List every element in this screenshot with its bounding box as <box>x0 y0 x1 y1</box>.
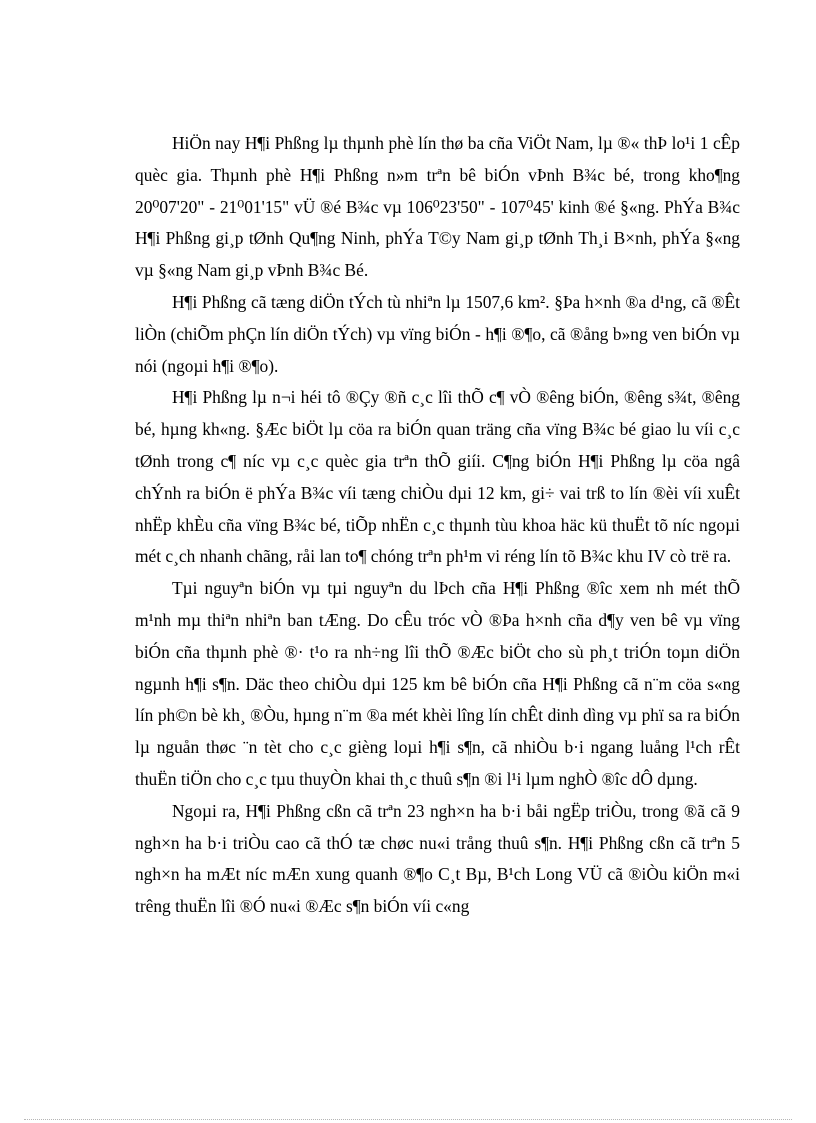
body-text <box>135 128 740 923</box>
paragraph-2: H¶i Phßng cã tæng diÖn tÝch tù nhiªn lµ 1507,6 km². §Þa h×nh ®a d¹ng, cã ®Êt liÒn (chiÕm phÇn lín diÖn tÝch) vµ vïng biÓn - h¶i ®¶o, cã ®ång b»ng ven biÓn vµ nói (ngoµi h¶i ®¶o). <box>135 291 740 376</box>
paragraph-4: Tµi nguyªn biÓn vµ tµi nguyªn du lÞch cña H¶i Phßng ®îc xem nh mét thÕ m¹nh mµ thiªn nhiªn ban tÆng. Do cÊu tróc vÒ ®Þa h×nh cña d¶y ven bê vµ vïng biÓn cña thµnh phè ®· t¹o ra nh÷ng lîi thÕ ®Æc biÖt cho sù ph¸t triÓn toµn diÖn ngµnh h¶i s¶n. Däc theo chiÒu dµi 125 km bê biÓn cña H¶i Phßng cã n¨m cöa s«ng lín ph©n bè kh¸ ®Òu, hµng n¨m ®a mét khèi lîng lín chÊt dinh dìng vµ phï sa ra biÓn lµ nguån thøc ¨n tèt cho c¸c gièng loµi h¶i s¶n, cã nhiÒu b·i ngang luång l¹ch rÊt thuËn tiÖn cho c¸c tµu thuyÒn khai th¸c thuû s¶n ®i l¹i lµm nghÒ ®îc dÔ dµng. <box>135 578 740 789</box>
page-bottom-divider <box>24 1119 792 1120</box>
paragraph-3: H¶i Phßng lµ n¬i héi tô ®Çy ®ñ c¸c lîi thÕ c¶ vÒ ®êng biÓn, ®êng s¾t, ®êng bé, hµng kh«ng. §Æc biÖt lµ cöa ra biÓn quan träng cña vïng B¾c bé giao lu víi c¸c tØnh trong c¶ níc vµ c¸c quèc gia trªn thÕ giíi. C¶ng biÓn H¶i Phßng lµ cöa ngâ chÝnh ra biÓn ë phÝa B¾c víi tæng chiÒu dµi 12 km, gi÷ vai trß to lín ®èi víi xuÊt nhËp khÈu cña vïng B¾c bé, tiÕp nhËn c¸c thµnh tùu khoa häc kü thuËt tõ níc ngoµi mét c¸ch nhanh chãng, råi lan to¶ chóng trªn ph¹m vi réng lín tõ B¾c khu IV cò trë ra. <box>135 387 740 567</box>
paragraph-1: HiÖn nay H¶i Phßng lµ thµnh phè lín thø ba cña ViÖt Nam, lµ ®« thÞ lo¹i 1 cÊp quèc gia. Thµnh phè H¶i Phßng n»m trªn bê biÓn vÞnh B¾c bé, trong kho¶ng 20⁰07'20" - 21⁰01'15" vÜ ®é B¾c vµ 106⁰23'50" - 107⁰45' kinh ®é §«ng. PhÝa B¾c H¶i Phßng gi¸p tØnh Qu¶ng Ninh, phÝa T©y Nam gi¸p tØnh Th¸i B×nh, phÝa §«ng vµ §«ng Nam gi¸p vÞnh B¾c Bé. <box>135 133 740 281</box>
paragraph-5: Ngoµi ra, H¶i Phßng cßn cã trªn 23 ngh×n ha b·i båi ngËp triÒu, trong ®ã cã 9 ngh×n ha b·i triÒu cao cã thÓ tæ chøc nu«i trång thuû s¶n. H¶i Phßng cßn cã trªn 5 ngh×n ha mÆt níc mÆn xung quanh ®¶o C¸t Bµ, B¹ch Long VÜ cã ®iÒu kiÖn m«i trêng thuËn lîi ®Ó nu«i ®Æc s¶n biÓn víi c«ng <box>135 800 740 917</box>
